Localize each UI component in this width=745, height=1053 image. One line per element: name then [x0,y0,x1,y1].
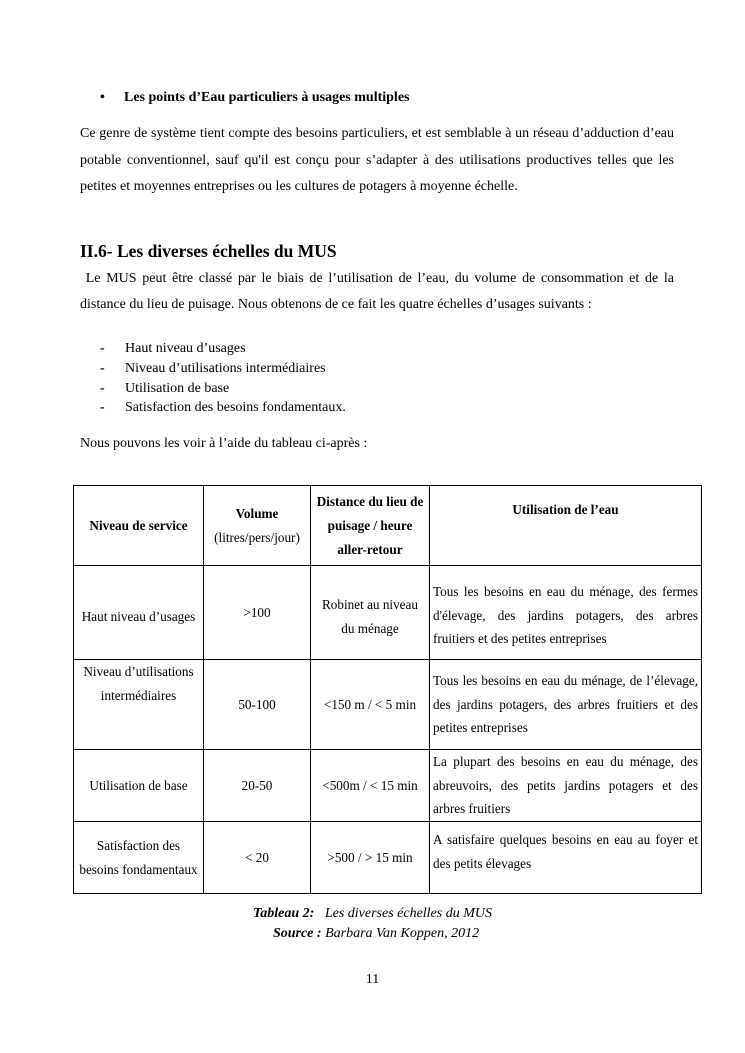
cell-distance: Robinet au niveau du ménage [311,566,430,660]
cell-distance: <500m / < 15 min [311,750,430,822]
list-item [100,398,346,418]
table-row [74,566,702,660]
header-niveau: Niveau de service [74,486,204,566]
cell-utilisation: Tous les besoins en eau du ménage, de l’élevage, des jardins potagers, des arbres fruitiers et des petites entreprises [430,660,702,750]
dash-marker: - [100,360,105,376]
cell-volume: < 20 [204,822,311,894]
list-item-label: Utilisation de base [125,380,230,396]
list-item-label: Niveau d’utilisations intermédiaires [125,360,326,376]
section-heading: II.6- Les diverses échelles du MUS [80,241,337,261]
cell-volume: >100 [204,566,311,660]
list-item-label: Haut niveau d’usages [125,341,246,356]
header-volume-label: Volume [235,505,279,521]
caption-title: Les diverses échelles du MUS [324,906,492,921]
list-item [100,359,346,379]
paragraph-1: Ce genre de système tient compte des besoins particuliers, et est semblable à un réseau d’adduction d’eau potable conventionnel, sauf qu'il est conçu pour s’adapter à des utilisations productives telles que les petites et moyennes entreprises ou les cultures de potagers à moyenne échelle. [80,126,674,194]
cell-utilisation: La plupart des besoins en eau du ménage, des abreuvoirs, des petits jardins potagers et des arbres fruitiers [430,750,702,822]
cell-volume: 50-100 [204,660,311,750]
table-row [74,750,702,822]
dash-marker: - [100,380,105,396]
cell-distance: >500 / > 15 min [311,822,430,894]
section-bullet-title: Les points d’Eau particuliers à usages multiples [124,90,410,105]
cell-volume: 20-50 [204,750,311,822]
cell-utilisation: A satisfaire quelques besoins en eau au foyer et des petits élevages [430,822,702,894]
cell-utilisation: Tous les besoins en eau du ménage, des fermes d'élevage, des jardins potagers, des arbres fruitiers et des petites entreprises [430,566,702,660]
table-header-row [74,486,702,566]
cell-niveau: Haut niveau d’usages [74,566,204,660]
caption-source-label: Source : [272,926,322,941]
table-caption [0,904,745,944]
section-bullet [100,90,409,106]
paragraph-2 [80,266,674,318]
paragraph-2-text: Le MUS peut être classé par le biais de l’utilisation de l’eau, du volume de consommation et de la distance du lieu de puisage. Nous obtenons de ce fait les quatre échelles d’usages suivants : [80,271,674,312]
table-row [74,660,702,750]
scales-list [100,339,346,418]
paragraph-3: Nous pouvons les voir à l’aide du tableau ci-après : [80,436,368,451]
cell-distance: <150 m / < 5 min [311,660,430,750]
caption-source-line [0,924,745,944]
header-volume-unit: (litres/pers/jour) [214,529,300,545]
dash-marker: - [100,400,105,416]
mus-scales-table [73,485,702,894]
dash-marker: - [100,341,105,356]
cell-niveau: Utilisation de base [74,750,204,822]
page-number: 11 [365,972,380,987]
caption-source: Barbara Van Koppen, 2012 [325,926,480,941]
list-item [100,379,346,399]
header-utilisation: Utilisation de l’eau [430,486,702,566]
cell-niveau: Niveau d’utilisations intermédiaires [74,660,204,750]
bullet-marker: • [100,90,105,105]
header-volume [204,486,311,566]
cell-niveau: Satisfaction des besoins fondamentaux [74,822,204,894]
list-item-label: Satisfaction des besoins fondamentaux. [125,400,346,416]
table-row [74,822,702,894]
header-distance: Distance du lieu de puisage / heure aller-retour [311,486,430,566]
caption-title-line [0,904,745,924]
list-item [100,339,346,359]
caption-label: Tableau 2: [252,906,315,921]
